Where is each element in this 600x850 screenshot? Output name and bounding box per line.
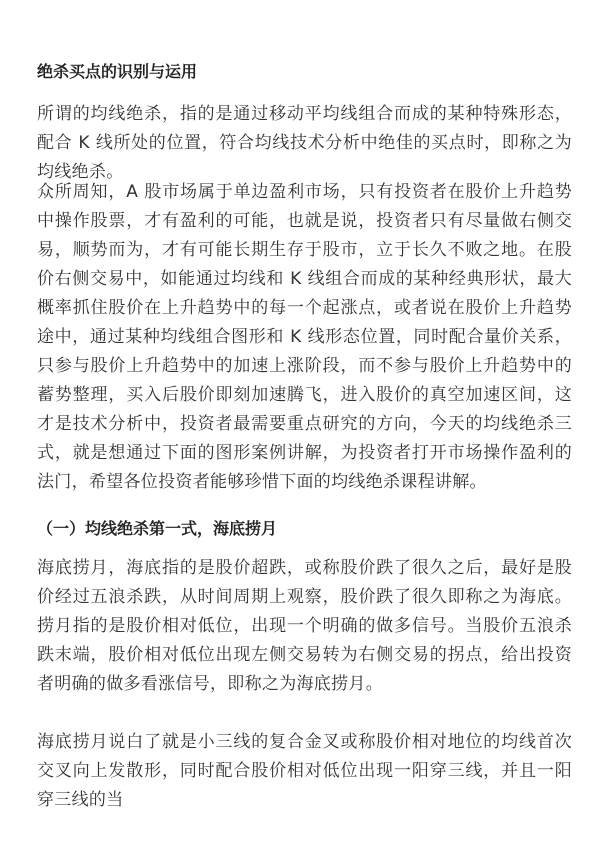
context-paragraph: 众所周知，A 股市场属于单边盈利市场，只有投资者在股价上升趋势中操作股票，才有盈利的可能，也就是说，投资者只有尽量做右侧交易，顺势而为，才有可能长期生存于股市，立于长久不败之地。在股价右侧交易中，如能通过均线和 K 线组合而成的某种经典形状，最大概率抓住股价在上升趋势中的每一个起涨点，或者说在股价上升趋势途中，通过某种均线组合图形和 K 线形态位置，同时配合量价关系，只参与股价上升趋势中的加速上涨阶段，而不参与股价上升趋势中的蓄势整理，买入后股价即刻加速腾飞，进入股价的真空加速区间，这才是技术分析中，投资者最需要重点研究的方向，今天的均线绝杀三式，就是想通过下面的图形案例讲解，为投资者打开市场操作盈利的法门，希望各位投资者能够珍惜下面的均线绝杀课程讲解。 (37, 182, 572, 492)
section-paragraph-1: 海底捞月，海底指的是股价超跌，或称股价跌了很久之后，最好是股价经过五浪杀跌，从时间周期上观察，股价跌了很久即称之为海底。捞月指的是股价相对低位，出现一个明确的做多信号。当股价五浪杀跌末端，股价相对低位出现左侧交易转为右侧交易的拐点，给出投资者明确的做多看涨信号，即称之为海底捞月。 (37, 558, 572, 694)
intro-paragraph: 所谓的均线绝杀，指的是通过移动平均线组合而成的某种特殊形态，配合 K 线所处的位置，符合均线技术分析中绝佳的买点时，即称之为均线绝杀。 (37, 104, 572, 182)
section-paragraph-2: 海底捞月说白了就是小三线的复合金叉或称股价相对地位的均线首次交叉向上发散形，同时配合股价相对低位出现一阳穿三线，并且一阳穿三线的当 (37, 732, 572, 810)
section-heading: （一）均线绝杀第一式，海底捞月 (37, 519, 278, 538)
document-title: 绝杀买点的识别与运用 (37, 62, 198, 81)
